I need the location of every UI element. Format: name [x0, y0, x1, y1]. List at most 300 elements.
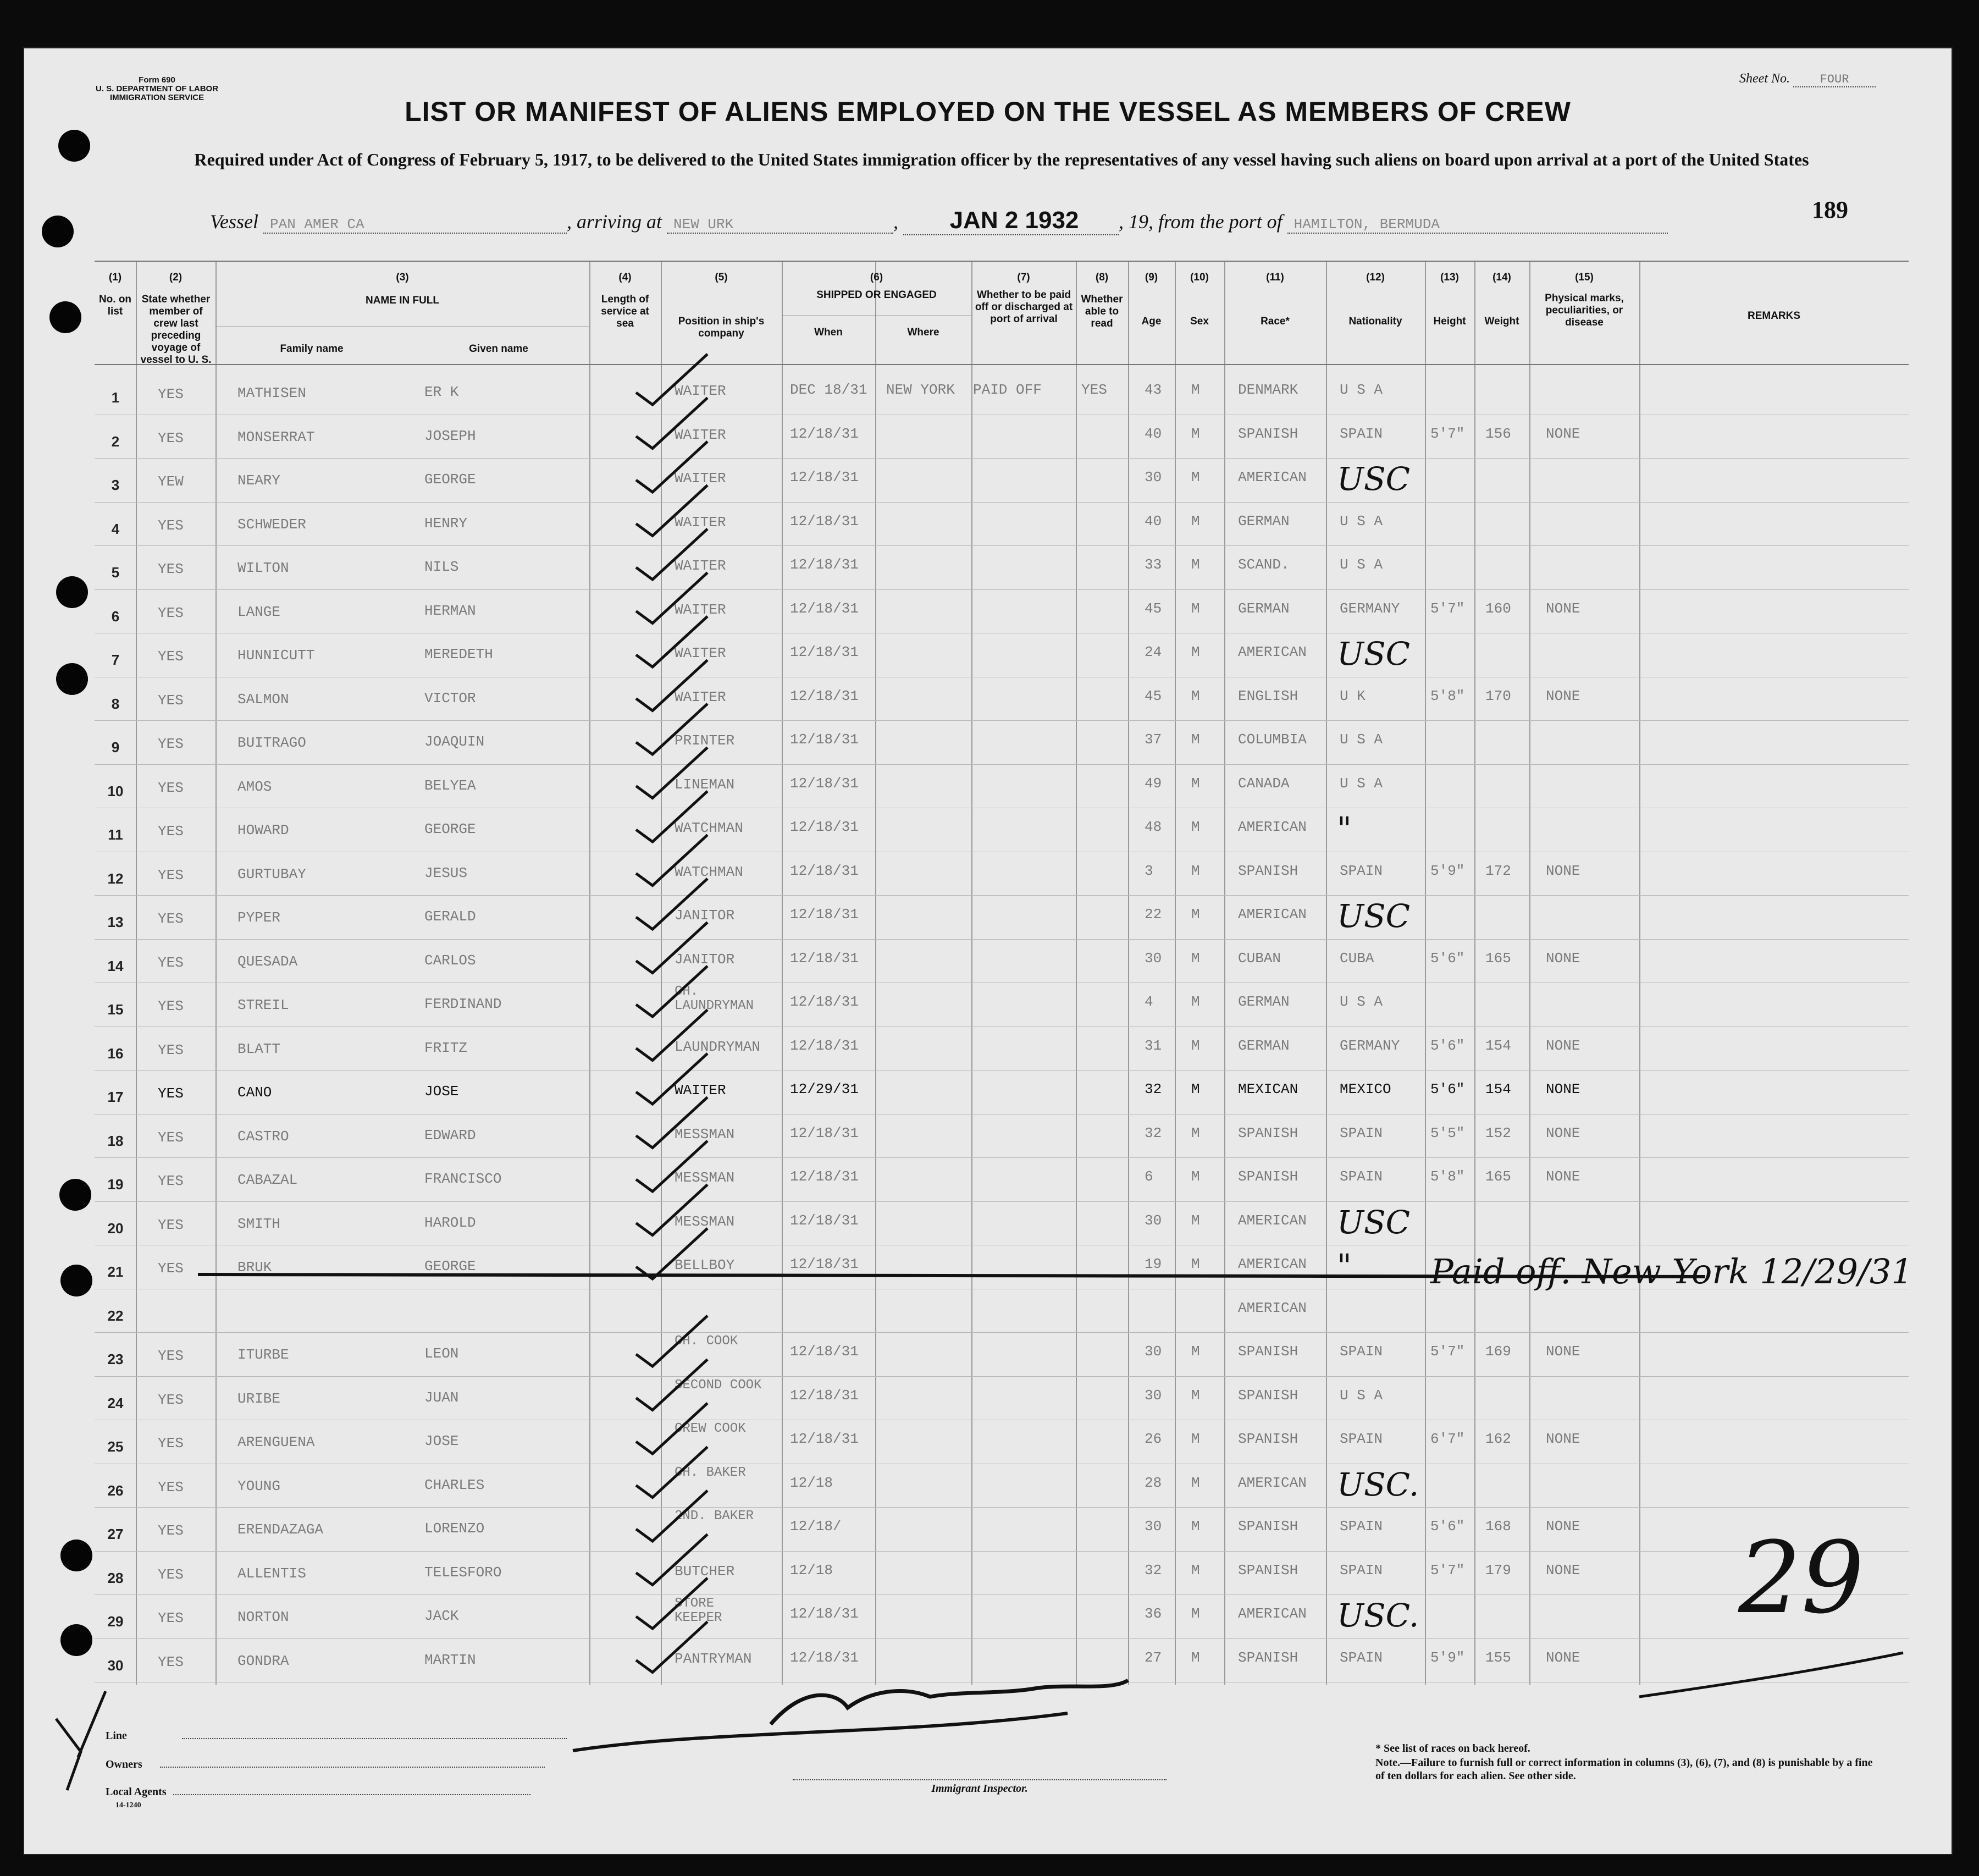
column-label-marks: Physical marks, peculiarities, or disease [1545, 293, 1624, 328]
position-cell: LAUNDRYMAN [675, 1038, 761, 1055]
sex-cell: M [1191, 950, 1200, 967]
weight-cell: 162 [1485, 1431, 1511, 1447]
family-name-cell: QUESADA [237, 953, 298, 970]
race-cell: SCAND. [1238, 556, 1290, 573]
height-cell: 5'8" [1430, 1168, 1465, 1185]
row-number: 30 [107, 1657, 124, 1674]
race-cell: SPANISH [1238, 1124, 1298, 1141]
position-cell: WAITER [675, 470, 726, 487]
age-cell: 30 [1145, 1387, 1162, 1404]
marks-cell: NONE [1546, 1037, 1580, 1054]
column-number-c5: (5) [715, 272, 728, 283]
family-name-cell: PYPER [237, 909, 281, 926]
row-number: 19 [107, 1176, 124, 1193]
shipped-when-cell: 12/18/31 [790, 1431, 859, 1447]
given-name-cell: NILS [424, 559, 459, 575]
prev-voyage-cell: YES [158, 1478, 184, 1496]
marks-cell: NONE [1546, 862, 1580, 879]
prev-voyage-cell: YES [158, 386, 184, 402]
shipped-when-cell: 12/18 [790, 1474, 833, 1491]
punch-hole [56, 576, 88, 608]
given-name-cell: TELESFORO [424, 1564, 502, 1581]
column-label-height: Height [1433, 316, 1466, 327]
family-name-cell: SALMON [237, 691, 289, 708]
prev-voyage-cell: YES [158, 561, 184, 577]
family-name-cell: HOWARD [237, 822, 289, 838]
row-number: 21 [107, 1263, 124, 1280]
row-number: 7 [111, 652, 120, 668]
weight-cell: 160 [1485, 600, 1511, 617]
height-cell: 5'7" [1430, 1562, 1465, 1579]
weight-cell: 152 [1485, 1124, 1511, 1141]
nationality-cell: CUBA [1340, 950, 1374, 967]
prev-voyage-cell: YES [158, 1610, 184, 1626]
column-label-service: Length of service at sea [601, 294, 649, 329]
prev-voyage-cell: YES [158, 1653, 184, 1670]
column-number-c4: (4) [618, 272, 632, 283]
prev-voyage-cell: YES [158, 1173, 184, 1189]
position-cell: PANTRYMAN [675, 1650, 752, 1667]
height-cell: 5'9" [1430, 862, 1465, 879]
column-label-weight: Weight [1484, 316, 1519, 327]
nationality-cell: SPAIN [1340, 1518, 1383, 1535]
race-cell: SPANISH [1238, 1518, 1298, 1535]
marks-cell: NONE [1546, 687, 1580, 704]
sex-cell: M [1191, 862, 1200, 879]
vessel-name: PAN AMER CA [263, 216, 567, 234]
race-cell: ENGLISH [1238, 687, 1298, 704]
weight-cell: 169 [1485, 1343, 1511, 1360]
given-name-cell: FERDINAND [424, 996, 502, 1012]
age-cell: 30 [1145, 1343, 1162, 1360]
column-label-given: Given name [469, 343, 528, 355]
nationality-cell: U S A [1340, 512, 1383, 529]
paid-off-annotation: Paid off. New York 12/29/31 [1430, 1251, 1913, 1292]
shipped-when-cell: 12/18/31 [790, 600, 859, 617]
given-name-cell: JESUS [424, 864, 468, 881]
owners-label: Owners [106, 1758, 142, 1770]
sex-cell: M [1191, 1343, 1200, 1360]
row-number: 12 [107, 870, 124, 887]
from-label: , from the port of [1148, 211, 1283, 233]
year-label: , 19 [1119, 211, 1148, 233]
age-cell: 31 [1145, 1037, 1162, 1054]
family-name-cell: GURTUBAY [237, 865, 306, 882]
given-name-cell: JOAQUIN [424, 733, 485, 750]
age-cell: 37 [1145, 731, 1162, 748]
column-number-c12: (12) [1366, 272, 1385, 283]
shipped-when-cell: 12/29/31 [790, 1081, 859, 1097]
nationality-cell: USC [1337, 1203, 1410, 1241]
age-cell: 36 [1145, 1605, 1162, 1622]
row-number: 22 [107, 1307, 124, 1324]
row-number: 27 [107, 1526, 124, 1542]
punch-hole [58, 130, 90, 162]
prev-voyage-cell: YES [158, 1348, 184, 1364]
weight-cell: 165 [1485, 950, 1511, 967]
height-cell: 5'8" [1430, 687, 1465, 704]
sex-cell: M [1191, 512, 1200, 529]
prev-voyage-cell: YES [158, 1085, 184, 1102]
position-cell: STORE KEEPER [675, 1596, 722, 1625]
column-number-c13: (13) [1440, 272, 1459, 283]
age-cell: 40 [1145, 425, 1162, 442]
age-cell: 24 [1145, 644, 1162, 660]
nationality-cell: SPAIN [1340, 1649, 1383, 1666]
department: U. S. DEPARTMENT OF LABOR [96, 84, 219, 93]
sex-cell: M [1191, 425, 1200, 442]
column-number-c3: (3) [396, 272, 409, 283]
race-cell: GERMAN [1238, 512, 1290, 529]
sex-cell: M [1191, 906, 1200, 923]
arrival-date: JAN 2 1932 [903, 207, 1119, 235]
row-number: 16 [107, 1045, 124, 1062]
nationality-cell: USC. [1337, 1465, 1419, 1503]
prev-voyage-cell: YES [158, 998, 184, 1014]
race-cell: AMERICAN [1238, 1605, 1307, 1622]
punch-hole [56, 663, 88, 695]
column-label-no: No. on list [98, 294, 132, 317]
race-cell: SPANISH [1238, 1431, 1298, 1447]
shipped-when-cell: 12/18/31 [790, 512, 859, 529]
sex-cell: M [1191, 1562, 1200, 1579]
family-name-cell: AMOS [237, 778, 272, 795]
column-label-nationality: Nationality [1348, 316, 1402, 327]
sex-cell: M [1191, 819, 1200, 835]
marks-cell: NONE [1546, 950, 1580, 967]
column-number-c14: (14) [1492, 272, 1511, 283]
column-number-c9: (9) [1145, 272, 1158, 283]
race-cell: GERMAN [1238, 1037, 1290, 1054]
age-cell: 45 [1145, 687, 1162, 704]
shipped-where-cell: NEW YORK [886, 382, 955, 398]
marks-cell: NONE [1546, 425, 1580, 442]
row-number: 10 [107, 782, 124, 799]
height-cell: 5'7" [1430, 600, 1465, 617]
subtitle: Required under Act of Congress of February 5, 1917, to be delivered to the United States immigration officer by the representatives of any vessel having such aliens on board upon arrival at a port of the United States [194, 150, 1809, 169]
family-name-cell: WILTON [237, 560, 289, 576]
prev-voyage-cell: YES [158, 517, 184, 534]
given-name-cell: HENRY [424, 515, 468, 532]
column-number-c6: (6) [870, 272, 883, 283]
family-name-cell: CASTRO [237, 1128, 289, 1145]
family-name-cell: ALLENTIS [237, 1565, 306, 1582]
row-number: 26 [107, 1482, 124, 1499]
shipped-when-cell: 12/18/31 [790, 1037, 859, 1054]
row-number: 23 [107, 1351, 124, 1367]
position-cell: CH. BAKER [675, 1465, 746, 1480]
age-cell: 48 [1145, 819, 1162, 835]
shipped-when-cell: 12/18 [790, 1562, 833, 1579]
sex-cell: M [1191, 687, 1200, 704]
column-number-c8: (8) [1095, 272, 1109, 283]
shipped-when-cell: DEC 18/31 [790, 382, 867, 398]
sex-cell: M [1191, 600, 1200, 617]
sex-cell: M [1191, 1212, 1200, 1229]
given-name-cell: HERMAN [424, 602, 476, 619]
marks-cell: NONE [1546, 1081, 1580, 1097]
race-cell: CUBAN [1238, 950, 1281, 967]
column-label-shipped: SHIPPED OR ENGAGED [816, 289, 937, 301]
weight-cell: 156 [1485, 425, 1511, 442]
given-name-cell: JUAN [424, 1389, 459, 1406]
row-number: 14 [107, 957, 124, 974]
arriving-port: NEW URK [667, 216, 893, 234]
given-name-cell: CARLOS [424, 952, 476, 969]
prev-voyage-cell: YES [158, 736, 184, 752]
punch-hole [59, 1179, 91, 1211]
nationality-cell: SPAIN [1340, 1343, 1383, 1360]
sex-cell: M [1191, 775, 1200, 792]
position-cell: WAITER [675, 688, 726, 705]
age-cell: 32 [1145, 1562, 1162, 1579]
column-label-position: Position in ship's company [678, 316, 765, 339]
paid-off-cell: PAID OFF [973, 382, 1042, 398]
row-number: 20 [107, 1220, 124, 1237]
departure-port: HAMILTON, BERMUDA [1287, 216, 1668, 234]
signature-underline [573, 1713, 1068, 1751]
shipped-when-cell: 12/18/31 [790, 644, 859, 660]
total-underline [1639, 1653, 1903, 1697]
nationality-cell: U S A [1340, 556, 1383, 573]
marks-cell: NONE [1546, 1562, 1580, 1579]
marks-cell: NONE [1546, 1168, 1580, 1185]
height-cell: 5'6" [1430, 950, 1465, 967]
sex-cell: M [1191, 731, 1200, 748]
given-name-cell: FRITZ [424, 1039, 468, 1056]
given-name-cell: EDWARD [424, 1127, 476, 1144]
position-cell: JANITOR [675, 951, 735, 968]
age-cell: 43 [1145, 382, 1162, 398]
race-cell: SPANISH [1238, 1168, 1298, 1185]
sex-cell: M [1191, 1431, 1200, 1447]
position-cell: MESSMAN [675, 1125, 735, 1143]
height-cell: 5'7" [1430, 425, 1465, 442]
position-cell: LINEMAN [675, 776, 735, 793]
service: IMMIGRATION SERVICE [109, 93, 204, 102]
age-cell: 32 [1145, 1081, 1162, 1097]
position-cell: WAITER [675, 645, 726, 661]
shipped-when-cell: 12/18/31 [790, 950, 859, 967]
shipped-when-cell: 12/18/31 [790, 687, 859, 704]
marks-cell: NONE [1546, 1518, 1580, 1535]
race-cell: AMERICAN [1238, 1212, 1307, 1229]
age-cell: 49 [1145, 775, 1162, 792]
weight-cell: 155 [1485, 1649, 1511, 1666]
nationality-cell: SPAIN [1340, 1124, 1383, 1141]
position-cell: JANITOR [675, 907, 735, 924]
age-cell: 33 [1145, 556, 1162, 573]
weight-cell: 154 [1485, 1081, 1511, 1097]
punch-hole [60, 1265, 92, 1296]
nationality-cell: SPAIN [1340, 862, 1383, 879]
row-number: 3 [111, 477, 120, 493]
weight-cell: 179 [1485, 1562, 1511, 1579]
row-number: 13 [107, 914, 124, 930]
family-name-cell: CABAZAL [237, 1172, 298, 1188]
height-cell: 5'9" [1430, 1649, 1465, 1666]
column-number-c2: (2) [169, 272, 183, 283]
punch-hole [60, 1624, 92, 1656]
family-name-cell: GONDRA [237, 1652, 289, 1669]
punch-hole [42, 216, 74, 247]
marks-cell: NONE [1546, 600, 1580, 617]
nationality-cell: U S A [1340, 382, 1383, 398]
race-cell: SPANISH [1238, 1649, 1298, 1666]
column-label-paid-off: Whether to be paid off or discharged at port of arrival [975, 289, 1073, 325]
sex-cell: M [1191, 1605, 1200, 1622]
nationality-cell: USC. [1337, 1597, 1419, 1634]
shipped-when-cell: 12/18/31 [790, 731, 859, 748]
punch-hole [49, 301, 81, 333]
position-cell: BUTCHER [675, 1563, 735, 1580]
family-name-cell: NORTON [237, 1609, 289, 1625]
marks-cell: NONE [1546, 1343, 1580, 1360]
sex-cell: M [1191, 469, 1200, 485]
prev-voyage-cell: YES [158, 1566, 184, 1583]
given-name-cell: GEORGE [424, 471, 476, 488]
shipped-when-cell: 12/18/31 [790, 994, 859, 1010]
shipped-when-cell: 12/18/31 [790, 1387, 859, 1404]
nationality-cell: " [1337, 1247, 1352, 1284]
column-number-c1: (1) [108, 272, 122, 283]
nationality-cell: U S A [1340, 775, 1383, 792]
given-name-cell: ER K [424, 384, 459, 400]
race-cell: AMERICAN [1238, 819, 1307, 835]
given-name-cell: HAROLD [424, 1214, 476, 1231]
age-cell: 30 [1145, 469, 1162, 485]
race-cell: SPANISH [1238, 862, 1298, 879]
marks-cell: NONE [1546, 1649, 1580, 1666]
footnote-penalty: Note.—Failure to furnish full or correct information in columns (3), (6), (7), and (8) is punishable by a fine of ten dollars for each alien. See other side. [1375, 1757, 1873, 1782]
vessel-label: Vessel [210, 211, 258, 233]
nationality-cell: SPAIN [1340, 1168, 1383, 1185]
prev-voyage-cell: YES [158, 911, 184, 927]
prev-voyage-cell: YES [158, 1041, 184, 1058]
family-name-cell: NEARY [237, 472, 281, 489]
shipped-when-cell: 12/18/31 [790, 862, 859, 879]
position-cell: WATCHMAN [675, 820, 743, 836]
shipped-when-cell: 12/18/31 [790, 1649, 859, 1666]
prev-voyage-cell: YES [158, 1260, 184, 1277]
family-name-cell: URIBE [237, 1390, 281, 1407]
shipped-when-cell: 12/18/31 [790, 1256, 859, 1272]
given-name-cell: LEON [424, 1345, 459, 1362]
column-label-remarks: REMARKS [1747, 310, 1801, 322]
given-name-cell: GEORGE [424, 821, 476, 837]
shipped-when-cell: 12/18/31 [790, 1168, 859, 1185]
age-cell: 30 [1145, 950, 1162, 967]
given-name-cell: MEREDETH [424, 646, 493, 663]
position-cell: WAITER [675, 601, 726, 618]
sex-cell: M [1191, 382, 1200, 398]
total-count: 29 [1738, 1521, 1865, 1636]
form-number: Form 690 [139, 75, 175, 85]
given-name-cell: VICTOR [424, 689, 476, 707]
footer-form-code: 14-1240 [115, 1801, 141, 1809]
page-title: LIST OR MANIFEST OF ALIENS EMPLOYED ON THE VESSEL AS MEMBERS OF CREW [405, 96, 1571, 127]
position-cell: CREW COOK [675, 1421, 746, 1436]
shipped-when-cell: 12/18/ [790, 1518, 842, 1535]
position-cell: BELLBOY [675, 1257, 735, 1273]
weight-cell: 154 [1485, 1037, 1511, 1054]
age-cell: 3 [1145, 862, 1153, 879]
prev-voyage-cell: YES [158, 954, 184, 971]
corner-mark [56, 1691, 106, 1790]
position-cell: 2ND. BAKER [675, 1509, 754, 1524]
manifest-sheet [23, 47, 1953, 1855]
given-name-cell: LORENZO [424, 1520, 485, 1537]
family-name-cell: SMITH [237, 1215, 281, 1232]
shipped-when-cell: 12/18/31 [790, 425, 859, 442]
sex-cell: M [1191, 1256, 1200, 1272]
weight-cell: 170 [1485, 687, 1511, 704]
position-cell: PRINTER [675, 732, 735, 749]
column-label-prev-voyage: State whether member of crew last preceding voyage of vessel to U. S. [140, 294, 212, 366]
row-number: 17 [107, 1089, 124, 1105]
footnote-races: * See list of races on back hereof. [1375, 1742, 1530, 1754]
age-cell: 26 [1145, 1431, 1162, 1447]
nationality-cell: USC [1337, 460, 1410, 498]
position-cell: WAITER [675, 383, 726, 399]
column-label-read: Whether able to read [1081, 294, 1123, 329]
shipped-when-cell: 12/18/31 [790, 1124, 859, 1141]
age-cell: 28 [1145, 1474, 1162, 1491]
nationality-cell: U S A [1340, 731, 1383, 748]
age-cell: 22 [1145, 906, 1162, 923]
nationality-cell: MEXICO [1340, 1081, 1391, 1097]
race-cell: AMERICAN [1238, 1299, 1307, 1316]
family-name-cell: BUITRAGO [237, 735, 306, 751]
column-label-race: Race* [1261, 316, 1290, 327]
row-number: 5 [111, 564, 120, 581]
nationality-cell: SPAIN [1340, 425, 1383, 442]
race-cell: MEXICAN [1238, 1081, 1298, 1097]
height-cell: 5'6" [1430, 1518, 1465, 1535]
nationality-cell: SPAIN [1340, 1562, 1383, 1579]
given-name-cell: JOSEPH [424, 427, 476, 444]
position-cell: WAITER [675, 1082, 726, 1099]
age-cell: 32 [1145, 1124, 1162, 1141]
given-name-cell: GEORGE [424, 1258, 476, 1274]
column-label-name: NAME IN FULL [365, 295, 440, 306]
nationality-cell: USC [1337, 635, 1410, 672]
given-name-cell: JOSE [424, 1083, 459, 1100]
sheet-no-label: Sheet No. [1739, 71, 1790, 86]
row-number: 15 [107, 1001, 124, 1018]
prev-voyage-cell: YEW [158, 473, 184, 490]
position-cell: SECOND COOK [675, 1377, 762, 1393]
age-cell: 40 [1145, 512, 1162, 529]
line-label: Line [106, 1730, 127, 1742]
race-cell: AMERICAN [1238, 906, 1307, 923]
family-name-cell: LANGE [237, 603, 281, 620]
prev-voyage-cell: YES [158, 429, 184, 446]
shipped-when-cell: 12/18/31 [790, 906, 859, 923]
age-cell: 30 [1145, 1518, 1162, 1535]
height-cell: 5'6" [1430, 1081, 1465, 1097]
shipped-when-cell: 12/18/31 [790, 775, 859, 792]
arriving-label: , arriving at [566, 211, 662, 233]
weight-cell: 172 [1485, 862, 1511, 879]
shipped-when-cell: 12/18/31 [790, 819, 859, 835]
age-cell: 4 [1145, 994, 1153, 1010]
given-name-cell: JACK [424, 1608, 459, 1624]
race-cell: SPANISH [1238, 1343, 1298, 1360]
sex-cell: M [1191, 1474, 1200, 1491]
race-cell: SPANISH [1238, 1562, 1298, 1579]
family-name-cell: BLATT [237, 1040, 281, 1057]
